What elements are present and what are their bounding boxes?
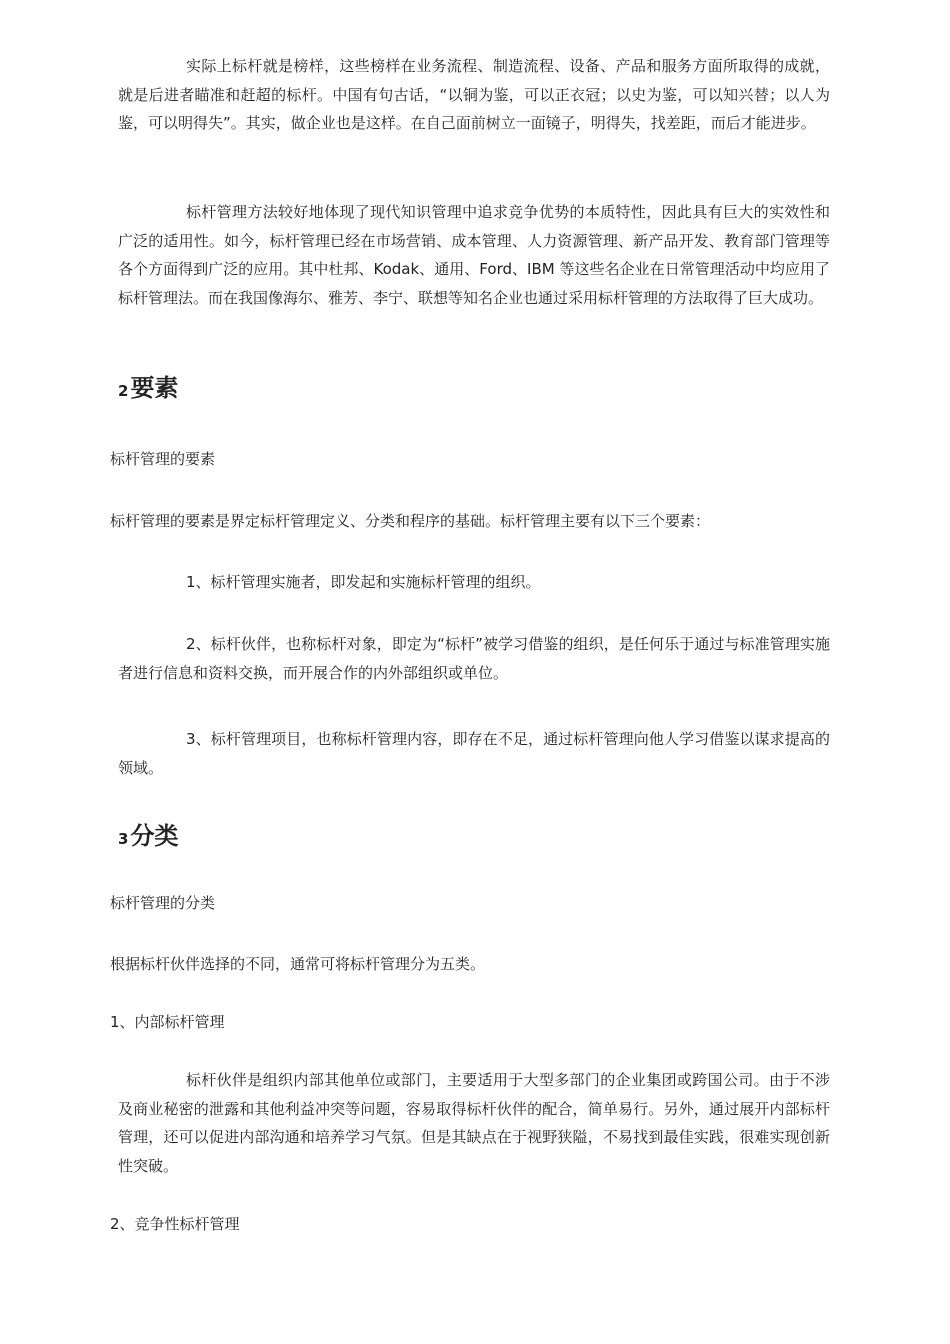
section-subtitle: 标杆管理的要素 <box>110 450 216 468</box>
section-heading-2 <box>118 368 178 403</box>
section-title: 要素 <box>130 374 179 402</box>
list-item: 3、标杆管理项目，也称标杆管理内容，即存在不足，通过标杆管理向他人学习借鉴以谋求提高的领域。 <box>118 730 830 777</box>
subsection-heading: 1、内部标杆管理 <box>110 1013 225 1031</box>
section-subtitle: 标杆管理的分类 <box>110 894 216 912</box>
intro-paragraph-1: 实际上标杆就是榜样，这些榜样在业务流程、制造流程、设备、产品和服务方面所取得的成就，就是后进者瞄准和赶超的标杆。中国有句古话，“以铜为鉴，可以正衣冠；以史为鉴，可以知兴替；以人为鉴，可以明得失”。其实，做企业也是这样。在自己面前树立一面镜子，明得失，找差距，而后才能进步。 <box>118 57 830 133</box>
section-number: 3 <box>118 830 129 848</box>
section-heading-3 <box>118 816 178 851</box>
subsection-body: 标杆伙伴是组织内部其他单位或部门，主要适用于大型多部门的企业集团或跨国公司。由于不涉及商业秘密的泄露和其他利益冲突等问题，容易取得标杆伙伴的配合，简单易行。另外，通过展开内部标杆管理，还可以促进内部沟通和培养学习气氛。但是其缺点在于视野狭隘，不易找到最佳实践，很难实现创新性突破。 <box>118 1071 830 1175</box>
list-item: 1、标杆管理实施者，即发起和实施标杆管理的组织。 <box>186 573 541 591</box>
section-lead: 标杆管理的要素是界定标杆管理定义、分类和程序的基础。标杆管理主要有以下三个要素： <box>110 512 711 530</box>
section-number: 2 <box>118 382 129 400</box>
section-lead: 根据标杆伙伴选择的不同，通常可将标杆管理分为五类。 <box>110 955 486 973</box>
section-title: 分类 <box>130 822 179 850</box>
intro-paragraph-2: 标杆管理方法较好地体现了现代知识管理中追求竞争优势的本质特性，因此具有巨大的实效性和广泛的适用性。如今，标杆管理已经在市场营销、成本管理、人力资源管理、新产品开发、教育部门管理等各个方面得到广泛的应用。其中杜邦、Kodak、通用、Ford、IBM 等这些名企业在日常管理活动中均应用了标杆管理法。而在我国像海尔、雅芳、李宁、联想等知名企业也通过采用标杆管理的方法取得了巨大成功。 <box>118 203 830 307</box>
list-item: 2、标杆伙伴，也称标杆对象，即定为“标杆”被学习借鉴的组织，是任何乐于通过与标准管理实施者进行信息和资料交换，而开展合作的内外部组织或单位。 <box>118 635 830 682</box>
subsection-heading: 2、竞争性标杆管理 <box>110 1215 240 1233</box>
